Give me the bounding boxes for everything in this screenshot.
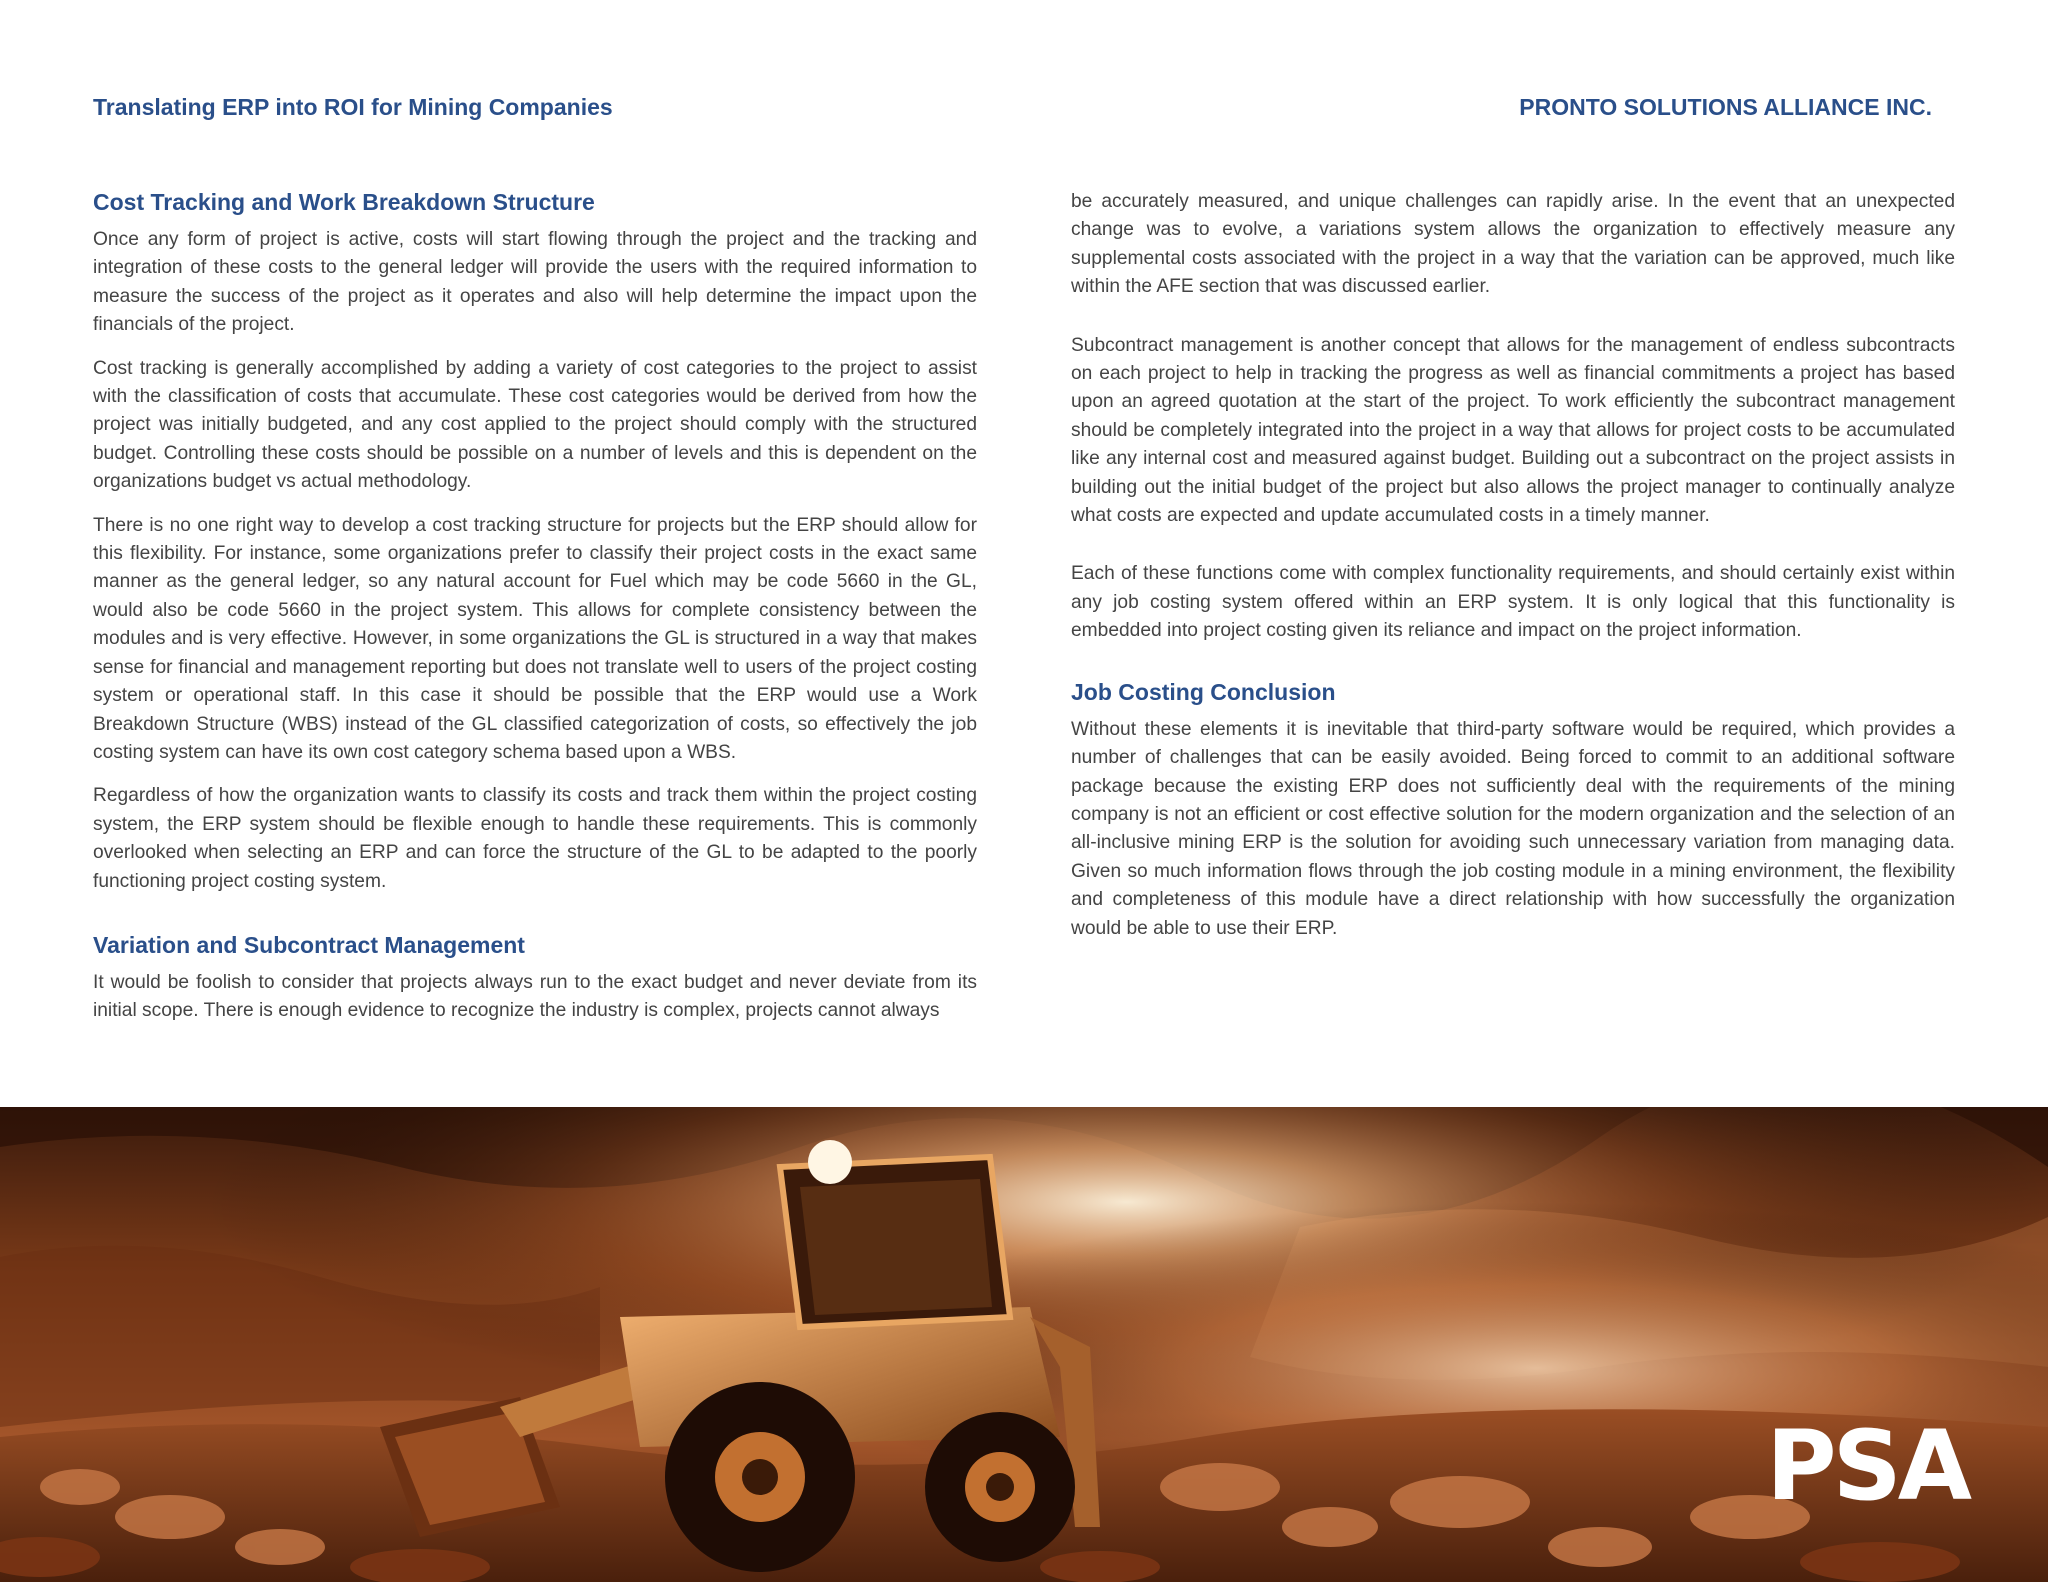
section-heading-variation: Variation and Subcontract Management [93,931,525,958]
paragraph: be accurately measured, and unique challenges can rapidly arise. In the event that an unexpected change was to evolve, a variations system allows the organization to effectively measure any supplemental costs associated with the project in a way that the variation can be approved, much like within the AFE section that was discussed earlier. [1071,191,1955,298]
backhoe-loader-photo [0,1107,2048,1582]
psa-logo: PSA [1766,1410,1968,1522]
document-title: Translating ERP into ROI for Mining Companies [93,94,613,120]
paragraph: Without these elements it is inevitable that third-party software would be required, which provides a number of challenges that can be easily avoided. Being forced to commit to an additional software package because the existing ERP does not sufficiently deal with the requirements of the mining company is not an efficient or cost effective solution for the modern organization and the selection of an all-inclusive mining ERP is the solution for avoiding such unnecessary variation from managing data. Given so much information flows through the job costing module in a mining environment, the flexibility and completeness of this module have a direct relationship with how successfully the organization would be able to use their ERP. [1071,718,1955,939]
paragraph: Once any form of project is active, costs will start flowing through the project and the tracking and integration of these costs to the general ledger will provide the users with the required information to measure the success of the project as it operates and also will help determine the impact upon the financials of the project. [93,229,977,336]
mine-scene-illustration [0,1107,2048,1582]
paragraph: Each of these functions come with complex functionality requirements, and should certainly exist within any job costing system offered within an ERP system. It is only logical that this functionality is embedded into project costing given its reliance and impact on the project information. [1071,563,1955,642]
section-heading-cost-tracking: Cost Tracking and Work Breakdown Structure [93,189,595,215]
company-name: PRONTO SOLUTIONS ALLIANCE INC. [1519,94,1932,120]
right-column [1071,188,1955,973]
paragraph: It would be foolish to consider that projects always run to the exact budget and never deviate from its initial scope. There is enough evidence to recognize the industry is complex, projects cannot always [93,971,977,1022]
paragraph: Regardless of how the organization wants to classify its costs and track them within the project costing system, the ERP system should be flexible enough to handle these requirements. This is commonly overlooked when selecting an ERP and can force the structure of the GL to be adapted to the poorly functioning project costing system. [93,785,977,892]
left-column [93,186,977,1041]
spacer [93,911,977,929]
section-heading-job-costing-conclusion: Job Costing Conclusion [1071,678,1336,705]
paragraph: Subcontract management is another concept that allows for the management of endless subcontracts on each project to help in tracking the progress as well as financial commitments a project has based upon an agreed quotation at the start of the project. To work efficiently the subcontract management should be completely integrated into the project in a way that allows for project costs to be accumulated like any internal cost and measured against budget. Building out a subcontract on the project assists in building out the initial budget of the project but also allows the project manager to continually analyze what costs are expected and update accumulated costs in a timely manner. [1071,334,1955,527]
paragraph: Cost tracking is generally accomplished by adding a variety of cost categories to the project to assist with the classification of costs that accumulate. These cost categories would be derived from how the project was initially budgeted, and any cost applied to the project should comply with the structured budget. Controlling these costs should be possible on a number of levels and this is dependent on the organizations budget vs actual methodology. [93,357,977,493]
paragraph: There is no one right way to develop a cost tracking structure for projects but the ERP should allow for this flexibility. For instance, some organizations prefer to classify their project costs in the exact same manner as the general ledger, so any natural account for Fuel which may be code 5660 in the GL, would also be code 5660 in the project system. This allows for complete consistency between the modules and is very effective. However, in some organizations the GL is structured in a way that makes sense for financial and management reporting but does not translate well to users of the project costing system or operational staff. In this case it should be possible that the ERP would use a Work Breakdown Structure (WBS) instead of the GL classified categorization of costs, so effectively the job costing system can have its own cost category schema based upon a WBS. [93,514,977,763]
